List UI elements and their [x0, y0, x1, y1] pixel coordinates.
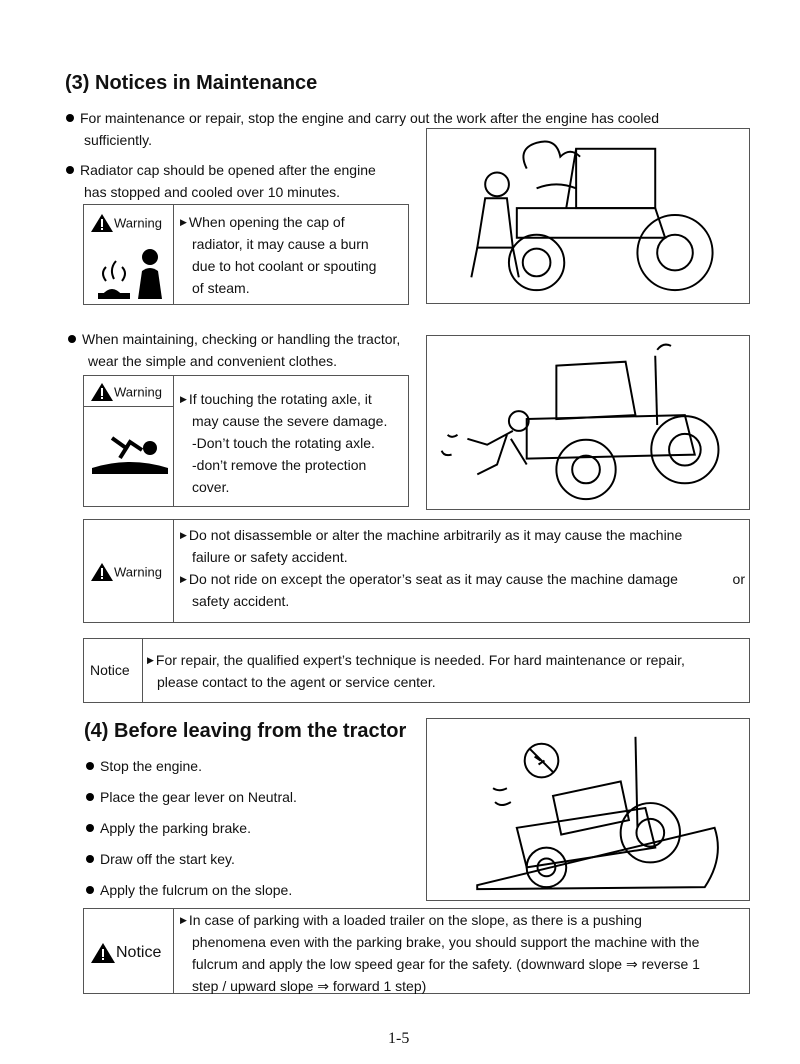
bullet-dot-icon [68, 335, 76, 343]
notice-text-repair: ▶ For repair, the qualified expert’s technique is needed. For hard maintenance or repair, please contact to the agent or service center. [147, 652, 685, 690]
pointer-arrow-icon: ▶ [180, 574, 187, 584]
warning-triangle-icon [90, 562, 114, 582]
warning-box-disassemble [83, 519, 750, 623]
bullet-dot-icon [86, 886, 94, 894]
bullet-maintenance-stop-engine: For maintenance or repair, stop the engine and carry out the work after the engine has cooled [66, 107, 659, 129]
steam-burn-pictogram-icon [92, 245, 168, 301]
tractor-axle-illustration-icon [427, 336, 749, 509]
leaving-checklist [86, 755, 297, 901]
bullet-dot-icon [86, 855, 94, 863]
pointer-arrow-icon: ▶ [180, 915, 187, 925]
warning-text-radiator: ▶ When opening the cap of radiator, it may cause a burn due to hot coolant or spouting of steam. [180, 214, 377, 296]
bullet-radiator-cap-cont: has stopped and cooled over 10 minutes. [84, 184, 341, 200]
pointer-arrow-icon: ▶ [180, 530, 187, 540]
pointer-arrow-icon: ▶ [180, 217, 187, 227]
tractor-steam-illustration-icon [427, 129, 749, 303]
notice-label: Notice [90, 942, 161, 964]
warning-label: Warning [90, 562, 162, 582]
entanglement-pictogram-icon [90, 428, 170, 478]
bullet-radiator-cap: Radiator cap should be opened after the engine [66, 159, 376, 181]
list-item: Apply the parking brake. [86, 817, 297, 839]
section-title-leaving-tractor: (4) Before leaving from the tractor [84, 720, 407, 742]
list-item: Stop the engine. [86, 755, 297, 777]
bullet-dot-icon [66, 166, 74, 174]
warning-box-radiator [83, 204, 409, 305]
bullet-maintenance-stop-engine-cont: sufficiently. [84, 132, 152, 148]
section-title-maintenance: (3) Notices in Maintenance [65, 72, 318, 94]
warning-box-rotating-axle [83, 375, 409, 507]
page-number: 1-5 [388, 1030, 410, 1047]
notice-box-slope-parking [83, 908, 750, 994]
list-item: Draw off the start key. [86, 848, 297, 870]
bullet-dot-icon [86, 762, 94, 770]
pointer-arrow-icon: ▶ [147, 655, 154, 665]
tractor-slope-illustration-icon [427, 719, 749, 900]
warning-triangle-icon [90, 213, 114, 233]
warning-label: Warning [90, 213, 162, 233]
illustration-slope-parking [426, 718, 750, 901]
bullet-dot-icon [66, 114, 74, 122]
warning-triangle-icon [90, 382, 114, 402]
notice-label: Notice [90, 662, 130, 678]
warning-triangle-icon [90, 942, 116, 964]
illustration-radiator-steam [426, 128, 750, 304]
illustration-rotating-axle [426, 335, 750, 510]
bullet-dot-icon [86, 793, 94, 801]
warning-text-disassemble: ▶ Do not disassemble or alter the machine arbitrarily as it may cause the machine failure or safety accident. ▶ Do not ride on except the operator’s seat as it may cause the machine damage or safety accident. [180, 527, 745, 609]
list-item: Apply the fulcrum on the slope. [86, 879, 297, 901]
pointer-arrow-icon: ▶ [180, 394, 187, 404]
warning-text-rotating-axle: ▶ If touching the rotating axle, it may cause the severe damage. -Don’t touch the rotating axle. -don’t remove the protection cover. [180, 391, 388, 495]
notice-text-slope-parking: ▶ In case of parking with a loaded trailer on the slope, as there is a pushing phenomena even with the parking brake, you should support the machine with the fulcrum and apply the low speed gear for the safety. (downward slope ⇒ reverse 1 step / upward slope ⇒ forward 1 step) [180, 912, 700, 994]
bullet-convenient-clothes: When maintaining, checking or handling the tractor, [68, 328, 400, 350]
bullet-dot-icon [86, 824, 94, 832]
warning-label: Warning [90, 382, 162, 402]
list-item: Place the gear lever on Neutral. [86, 786, 297, 808]
notice-box-repair [83, 638, 750, 703]
bullet-convenient-clothes-cont: wear the simple and convenient clothes. [88, 353, 338, 369]
